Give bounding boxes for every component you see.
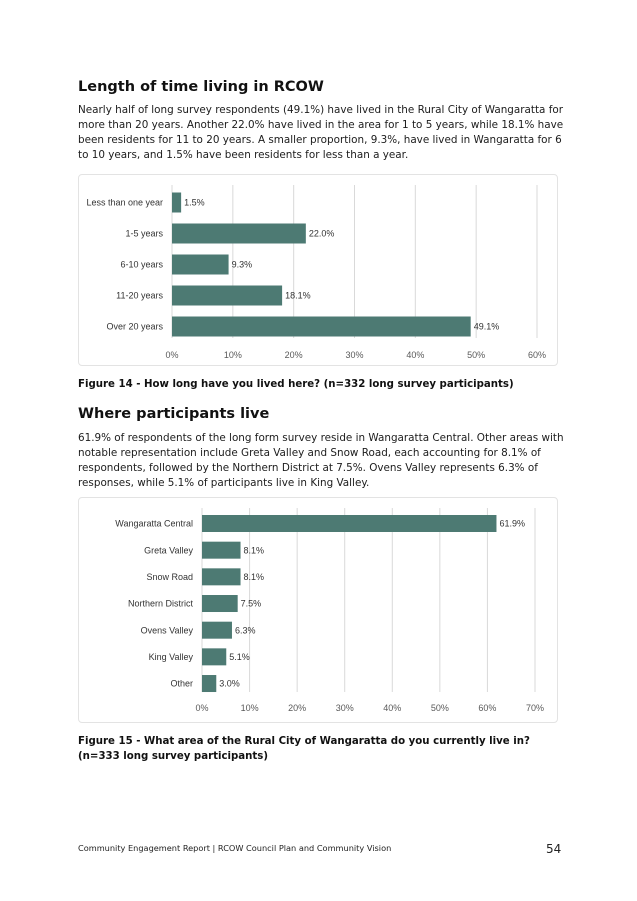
chart2-bar xyxy=(202,568,241,585)
chart1-tick-label: 10% xyxy=(223,350,242,360)
chart1-tick-label: 40% xyxy=(406,350,425,360)
chart2-data-label: 8.1% xyxy=(243,545,265,556)
section-heading-length-of-time: Length of time living in RCOW xyxy=(78,79,324,95)
chart1-data-label: 9.3% xyxy=(231,259,253,270)
chart2-bar xyxy=(202,675,216,692)
chart2-bar xyxy=(202,648,226,665)
chart2-tick-label: 20% xyxy=(288,703,307,713)
chart2-data-label: 3.0% xyxy=(219,678,240,689)
chart1-bar xyxy=(172,193,181,213)
chart1-data-label: 18.1% xyxy=(285,290,311,301)
chart1-data-label: 49.1% xyxy=(473,321,500,332)
chart1-tick-label: 60% xyxy=(527,350,547,360)
section-paragraph-length-of-time: Nearly half of long survey respondents (49.1%) have lived in the Rural City of Wangaratta for more than 20 years. Another 22.0% have lived in the area for 1 to 5 years, while 18.1% have been residents for 11 to 20 years. A smaller proportion, 9.3%, have lived in Wangaratta for 6 to 10 years, and 1.5% have been residents for less than a year. xyxy=(78,104,564,161)
chart2-data-label: 5.1% xyxy=(229,652,250,663)
chart2-data-label: 6.3% xyxy=(234,625,256,636)
chart2-bar xyxy=(202,515,496,532)
footer-report-title: Community Engagement Report | RCOW Council Plan and Community Vision xyxy=(78,843,392,853)
chart1-category-label: Less than one year xyxy=(86,197,163,208)
page-number: 54 xyxy=(546,842,562,856)
figure-14-caption: Figure 14 - How long have you lived here? (n=332 long survey participants) xyxy=(78,379,514,390)
section-paragraph-where-participants-live: 61.9% of respondents of the long form survey reside in Wangaratta Central. Other areas with notable representation include Greta Valley and Snow Road, each accounting for 8.1% of respondents, followed by the Northern District at 7.5%. Ovens Valley represents 6.3% of responses, while 5.1% of participants live in King Valley. xyxy=(78,432,564,489)
chart2-category-label: Other xyxy=(170,678,193,689)
chart2-tick-label: 50% xyxy=(430,703,449,713)
chart2-bar xyxy=(202,542,241,559)
chart2-data-label: 7.5% xyxy=(240,598,262,609)
chart1-data-label: 22.0% xyxy=(308,228,335,239)
section-heading-where-participants-live: Where participants live xyxy=(78,406,270,422)
chart2-data-label: 8.1% xyxy=(243,572,265,583)
chart2-category-label: Ovens Valley xyxy=(140,625,193,636)
chart2-category-label: Greta Valley xyxy=(144,545,193,556)
chart1-tick-label: 50% xyxy=(467,350,486,360)
chart2-tick-label: 10% xyxy=(240,703,259,713)
chart1-category-label: Over 20 years xyxy=(106,321,163,332)
chart2-tick-label: 30% xyxy=(335,703,354,713)
chart2-tick-label: 70% xyxy=(525,703,545,713)
chart2-tick-label: 60% xyxy=(478,703,497,713)
chart1-category-label: 11-20 years xyxy=(116,290,163,301)
chart2-bar xyxy=(202,595,238,612)
chart1-bar xyxy=(172,286,282,306)
chart-participant-area-svg xyxy=(79,498,557,722)
chart1-tick-label: 30% xyxy=(345,350,364,360)
chart1-bar xyxy=(172,317,471,337)
chart1-bar xyxy=(172,224,306,244)
chart1-data-label: 1.5% xyxy=(184,197,205,208)
chart2-category-label: King Valley xyxy=(148,652,193,663)
chart2-category-label: Wangaratta Central xyxy=(115,518,193,529)
chart-length-of-time-svg xyxy=(79,175,557,365)
chart-length-of-time xyxy=(78,174,558,366)
chart1-bar xyxy=(172,255,229,275)
chart2-category-label: Snow Road xyxy=(146,572,193,583)
chart2-data-label: 61.9% xyxy=(499,518,525,529)
chart-participant-area xyxy=(78,497,558,723)
chart2-category-label: Northern District xyxy=(127,598,193,609)
chart1-tick-label: 0% xyxy=(165,350,179,360)
chart2-bar xyxy=(202,622,232,639)
chart1-category-label: 6-10 years xyxy=(120,259,163,270)
figure-15-caption: Figure 15 - What area of the Rural City of Wangaratta do you currently live in? (n=333 long survey participants) xyxy=(78,736,530,762)
chart2-tick-label: 40% xyxy=(383,703,402,713)
chart1-tick-label: 20% xyxy=(284,350,303,360)
chart1-category-label: 1-5 years xyxy=(125,228,163,239)
chart2-tick-label: 0% xyxy=(195,703,209,713)
